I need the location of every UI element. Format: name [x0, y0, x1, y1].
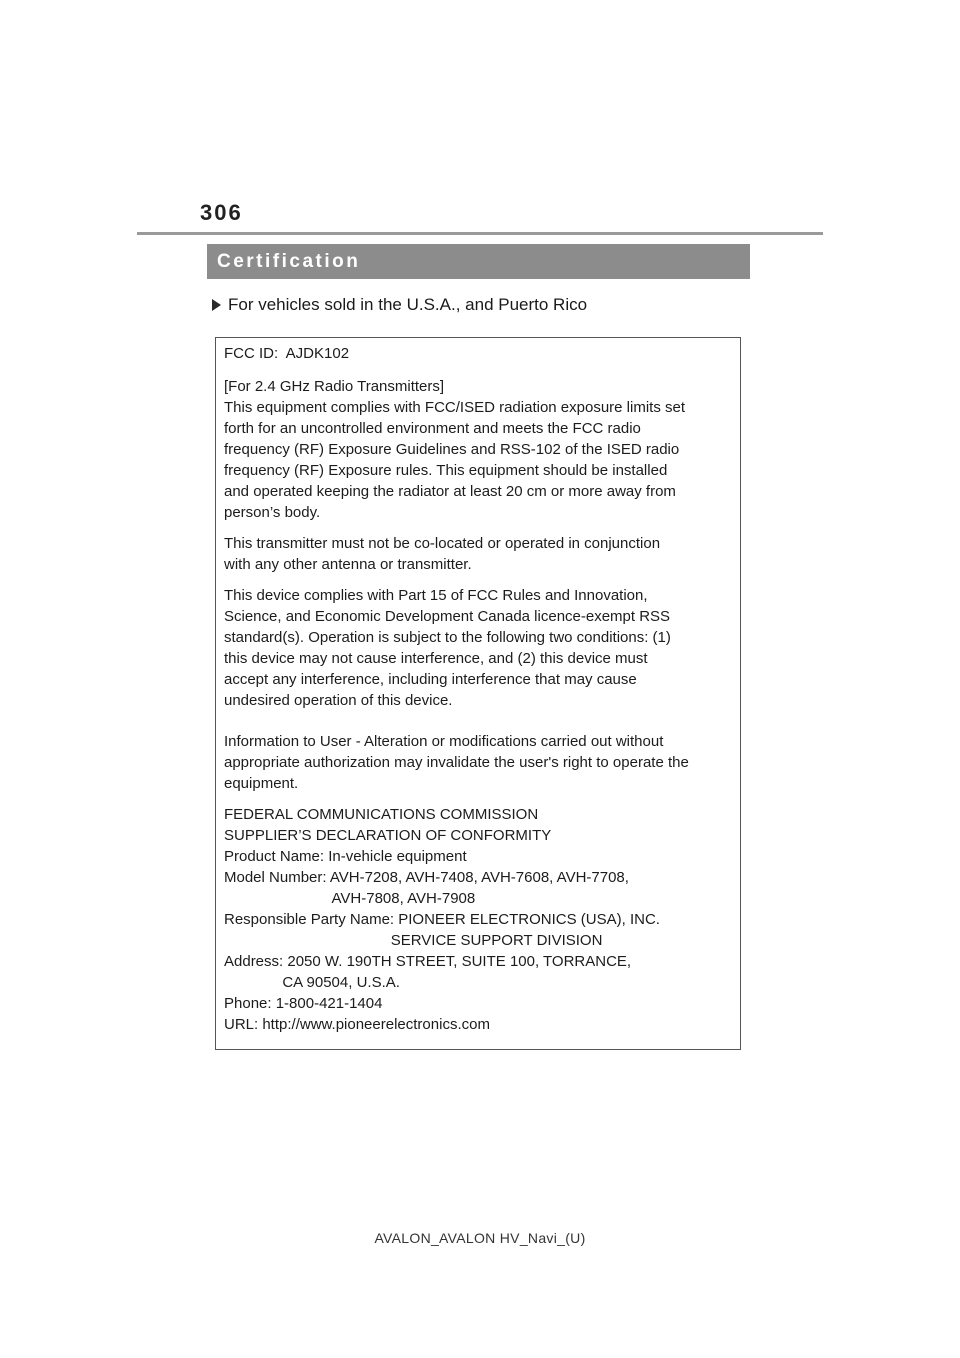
- section-header: [207, 244, 750, 279]
- user-info-line: appropriate authorization may invalidate the user's right to operate the: [224, 754, 689, 771]
- part15-line: accept any interference, including interference that may cause: [224, 671, 637, 688]
- radio-line: This equipment complies with FCC/ISED radiation exposure limits set: [224, 399, 686, 416]
- section-title: Certification: [217, 250, 361, 272]
- certification-label-box: [215, 337, 741, 1050]
- radio-line: frequency (RF) Exposure rules. This equipment should be installed: [224, 462, 668, 479]
- radio-line: forth for an uncontrolled environment and meets the FCC radio: [224, 420, 641, 437]
- part15-line: undesired operation of this device.: [224, 692, 453, 709]
- radio-line: and operated keeping the radiator at least 20 cm or more away from: [224, 483, 676, 500]
- sdoc-line: SUPPLIER’S DECLARATION OF CONFORMITY: [224, 827, 552, 844]
- page-footer: AVALON_AVALON HV_Navi_(U): [374, 1230, 586, 1246]
- sdoc-line: Address: 2050 W. 190TH STREET, SUITE 100, TORRANCE,: [224, 953, 632, 970]
- radio-line: frequency (RF) Exposure Guidelines and RSS-102 of the ISED radio: [224, 441, 680, 458]
- sdoc-line: SERVICE SUPPORT DIVISION: [224, 932, 603, 949]
- sdoc-line: CA 90504, U.S.A.: [224, 974, 400, 991]
- part15-line: This device complies with Part 15 of FCC Rules and Innovation,: [224, 587, 648, 604]
- user-info-line: Information to User - Alteration or modifications carried out without: [224, 733, 664, 750]
- sdoc-line: Product Name: In-vehicle equipment: [224, 848, 467, 865]
- part15-line: Science, and Economic Development Canada licence-exempt RSS: [224, 608, 671, 625]
- sdoc-line: Responsible Party Name: PIONEER ELECTRONICS (USA), INC.: [224, 911, 660, 928]
- bullet-text: For vehicles sold in the U.S.A., and Puerto Rico: [228, 295, 588, 314]
- fcc-id: FCC ID: AJDK102: [224, 345, 350, 362]
- triangle-bullet-icon: [212, 299, 221, 311]
- page-number: 306: [200, 200, 243, 225]
- sdoc-line: Phone: 1-800-421-1404: [224, 995, 383, 1012]
- colocation-line: This transmitter must not be co-located or operated in conjunction: [224, 535, 661, 552]
- header-rule: [137, 232, 823, 235]
- radio-line: person’s body.: [224, 504, 321, 521]
- bullet-item: [212, 295, 587, 315]
- sdoc-line: AVH-7808, AVH-7908: [224, 890, 476, 907]
- colocation-line: with any other antenna or transmitter.: [224, 556, 472, 573]
- part15-line: standard(s). Operation is subject to the following two conditions: (1): [224, 629, 671, 646]
- sdoc-line: Model Number: AVH-7208, AVH-7408, AVH-7608, AVH-7708,: [224, 869, 629, 886]
- sdoc-line: URL: http://www.pioneerelectronics.com: [224, 1016, 490, 1033]
- part15-line: this device may not cause interference, and (2) this device must: [224, 650, 648, 667]
- sdoc-line: FEDERAL COMMUNICATIONS COMMISSION: [224, 806, 539, 823]
- radio-heading: [For 2.4 GHz Radio Transmitters]: [224, 378, 445, 395]
- user-info-line: equipment.: [224, 775, 299, 792]
